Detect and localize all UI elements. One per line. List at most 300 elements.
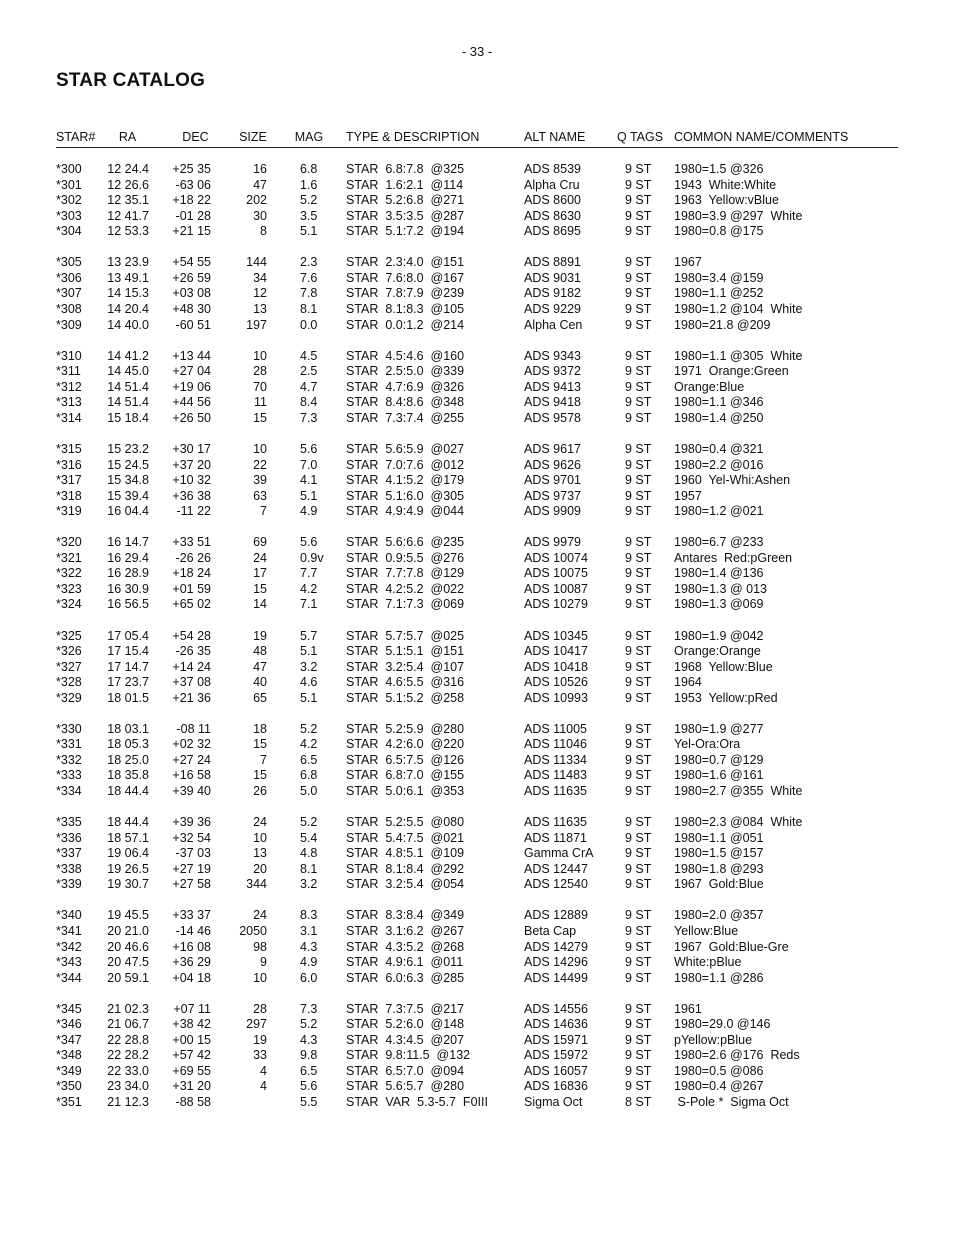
ra-value: 13 23.9 <box>107 255 149 270</box>
type-description: STAR 7.3:7.5 @217 <box>346 1001 465 1016</box>
alt-name: ADS 11871 <box>524 830 588 845</box>
size-value: 15 <box>253 737 267 752</box>
q-tags: 9 ST <box>625 224 652 239</box>
q-tags: 9 ST <box>625 784 652 798</box>
q-tags: 9 ST <box>625 815 652 830</box>
size-value: 22 <box>253 457 267 472</box>
ra-value: 12 53.3 <box>107 224 149 239</box>
size-value: 69 <box>253 535 267 550</box>
size-value: 70 <box>253 379 267 394</box>
size-value: 17 <box>253 566 267 581</box>
size-value: 34 <box>253 270 267 285</box>
alt-name: ADS 9909 <box>524 504 581 519</box>
mag-value: 5.6 <box>300 535 318 550</box>
size-value: 8 <box>260 224 267 239</box>
type-description: STAR 5.4:7.5 @021 <box>346 830 465 845</box>
star-number: *347 <box>56 1032 82 1047</box>
star-number: *342 <box>56 939 82 954</box>
star-number: *349 <box>56 1063 82 1078</box>
type-description: STAR 8.1:8.4 @292 <box>346 861 465 876</box>
dec-value: +57 42 <box>172 1048 211 1063</box>
alt-name: ADS 10087 <box>524 581 588 596</box>
star-number: *308 <box>56 302 82 316</box>
dec-value: +65 02 <box>172 597 211 612</box>
q-tags: 9 ST <box>625 286 652 301</box>
star-number: *321 <box>56 550 82 565</box>
star-number: *334 <box>56 784 82 798</box>
alt-name: ADS 11635 <box>524 815 588 830</box>
size-value: 28 <box>253 364 267 379</box>
alt-name: ADS 8539 <box>524 162 581 176</box>
q-tags: 9 ST <box>625 177 652 192</box>
common-name: 1967 Gold:Blue <box>674 877 764 892</box>
size-value: 144 <box>246 255 267 270</box>
common-name: 1980=1.4 @136 <box>674 566 764 581</box>
type-description: STAR 3.2:5.4 @107 <box>346 659 465 674</box>
alt-name: ADS 8695 <box>524 224 581 239</box>
alt-name: ADS 10993 <box>524 690 588 705</box>
type-description: STAR 4.9:6.1 @011 <box>346 955 464 969</box>
common-name: 1980=1.8 @293 <box>674 861 764 876</box>
alt-name: ADS 12447 <box>524 861 588 876</box>
type-description: STAR 5.6:5.7 @280 <box>346 1079 465 1094</box>
alt-name: ADS 9372 <box>524 364 581 379</box>
size-value: 7 <box>260 504 267 519</box>
ra-value: 13 49.1 <box>107 270 149 285</box>
q-tags: 9 ST <box>625 535 652 550</box>
star-number: *327 <box>56 659 82 674</box>
common-name: 1980=1.3 @ 013 <box>674 581 767 596</box>
size-value: 4 <box>260 1063 267 1078</box>
mag-value: 9.8 <box>300 1048 318 1063</box>
star-number: *307 <box>56 286 82 301</box>
type-description: STAR 6.5:7.0 @094 <box>346 1063 465 1078</box>
alt-name: ADS 9701 <box>524 473 581 487</box>
common-name: 1967 Gold:Blue-Gre <box>674 939 789 954</box>
type-description: STAR 5.1:6.0 @305 <box>346 488 465 503</box>
dec-value: +25 35 <box>172 162 211 176</box>
header-ra: RA <box>118 130 137 144</box>
type-description: STAR 3.2:5.4 @054 <box>346 877 465 892</box>
dec-value: -08 11 <box>176 721 211 736</box>
size-value: 4 <box>260 1079 267 1094</box>
ra-value: 22 28.2 <box>107 1048 149 1063</box>
common-name: 1963 Yellow:vBlue <box>674 193 779 208</box>
type-description: STAR 7.0:7.6 @012 <box>346 457 465 472</box>
q-tags: 9 ST <box>625 939 652 954</box>
alt-name: ADS 9737 <box>524 488 581 503</box>
alt-name: ADS 9979 <box>524 535 581 550</box>
q-tags: 9 ST <box>625 504 652 519</box>
mag-value: 3.2 <box>300 877 318 892</box>
q-tags: 9 ST <box>625 737 652 752</box>
q-tags: 8 ST <box>625 1095 652 1109</box>
mag-value: 1.6 <box>300 177 318 192</box>
type-description: STAR 7.6:8.0 @167 <box>346 270 465 285</box>
type-description: STAR 4.7:6.9 @326 <box>346 379 465 394</box>
q-tags: 9 ST <box>625 955 652 969</box>
star-number: *320 <box>56 535 82 550</box>
ra-value: 15 34.8 <box>107 473 149 487</box>
alt-name: ADS 10279 <box>524 597 588 612</box>
dec-value: +37 20 <box>172 457 211 472</box>
size-value: 24 <box>253 815 267 830</box>
size-value: 28 <box>253 1001 267 1016</box>
ra-value: 16 28.9 <box>107 566 149 581</box>
alt-name: ADS 14279 <box>524 939 588 954</box>
common-name: 1980=1.4 @250 <box>674 410 764 425</box>
star-number: *301 <box>56 177 82 192</box>
ra-value: 16 04.4 <box>107 504 149 519</box>
ra-value: 18 44.4 <box>107 815 149 830</box>
page-number: - 33 - <box>461 44 493 59</box>
ra-value: 14 45.0 <box>107 364 149 379</box>
star-number: *315 <box>56 441 82 456</box>
q-tags: 9 ST <box>625 162 652 176</box>
q-tags: 9 ST <box>625 675 652 690</box>
ra-value: 18 57.1 <box>107 830 149 845</box>
dec-value: +18 22 <box>172 193 211 208</box>
ra-value: 17 05.4 <box>107 628 149 643</box>
alt-name: ADS 12540 <box>524 877 588 892</box>
size-value: 33 <box>253 1048 267 1063</box>
ra-value: 15 24.5 <box>107 457 149 472</box>
star-number: *344 <box>56 970 82 985</box>
star-number: *333 <box>56 768 82 783</box>
mag-value: 4.2 <box>300 581 318 596</box>
star-number: *302 <box>56 193 82 208</box>
dec-value: +27 58 <box>172 877 211 892</box>
dec-value: -88 58 <box>175 1095 211 1109</box>
size-value: 344 <box>246 877 267 892</box>
dec-value: +21 36 <box>172 690 211 705</box>
q-tags: 9 ST <box>625 550 652 565</box>
size-value: 19 <box>253 1032 267 1047</box>
ra-value: 20 47.5 <box>107 955 149 969</box>
ra-value: 21 06.7 <box>107 1017 149 1032</box>
alt-name: ADS 12889 <box>524 908 588 923</box>
star-number: *330 <box>56 721 82 736</box>
star-number: *338 <box>56 861 82 876</box>
star-number: *325 <box>56 628 82 643</box>
dec-value: +19 06 <box>172 379 211 394</box>
size-value: 30 <box>253 208 267 223</box>
size-value: 13 <box>253 846 267 861</box>
mag-value: 2.3 <box>300 255 318 270</box>
q-tags: 9 ST <box>625 208 652 223</box>
common-name: Orange:Orange <box>674 644 761 658</box>
mag-value: 6.0 <box>300 970 318 985</box>
q-tags: 9 ST <box>625 193 652 208</box>
size-value: 47 <box>253 177 267 192</box>
alt-name: ADS 9617 <box>524 441 581 456</box>
size-value: 9 <box>260 955 267 969</box>
star-number: *340 <box>56 908 82 923</box>
mag-value: 8.3 <box>300 908 318 923</box>
type-description: STAR 3.1:6.2 @267 <box>346 923 465 938</box>
dec-value: -26 26 <box>175 550 211 565</box>
size-value: 10 <box>253 348 267 363</box>
type-description: STAR 7.3:7.4 @255 <box>346 410 465 425</box>
mag-value: 5.1 <box>300 644 318 658</box>
mag-value: 7.6 <box>300 270 318 285</box>
type-description: STAR 1.6:2.1 @114 <box>346 177 464 192</box>
ra-value: 21 12.3 <box>107 1095 149 1109</box>
ra-value: 20 46.6 <box>107 939 149 954</box>
mag-value: 7.3 <box>300 1001 318 1016</box>
dec-value: +04 18 <box>172 970 211 985</box>
common-name: 1980=2.3 @084 White <box>674 815 803 830</box>
header-type: TYPE & DESCRIPTION <box>346 130 480 144</box>
mag-value: 5.2 <box>300 721 318 736</box>
common-name: Yellow:Blue <box>674 923 739 938</box>
alt-name: ADS 9578 <box>524 410 581 425</box>
type-description: STAR 5.0:6.1 @353 <box>346 784 465 798</box>
mag-value: 4.1 <box>300 473 318 487</box>
q-tags: 9 ST <box>625 441 652 456</box>
star-number: *305 <box>56 255 82 270</box>
star-number: *313 <box>56 395 82 410</box>
ra-value: 12 26.6 <box>107 177 149 192</box>
star-number: *343 <box>56 955 82 969</box>
common-name: 1980=3.4 @159 <box>674 270 764 285</box>
q-tags: 9 ST <box>625 597 652 612</box>
dec-value: +27 04 <box>172 364 211 379</box>
type-description: STAR 4.2:5.2 @022 <box>346 581 465 596</box>
dec-value: +01 59 <box>172 581 211 596</box>
size-value: 98 <box>253 939 267 954</box>
star-number: *314 <box>56 410 82 425</box>
star-number: *312 <box>56 379 82 394</box>
dec-value: -60 51 <box>175 317 211 332</box>
size-value: 11 <box>254 395 267 410</box>
type-description: STAR 8.4:8.6 @348 <box>346 395 465 410</box>
mag-value: 8.1 <box>300 861 318 876</box>
q-tags: 9 ST <box>625 566 652 581</box>
ra-value: 19 30.7 <box>107 877 149 892</box>
dec-value: +32 54 <box>172 830 211 845</box>
dec-value: +30 17 <box>172 441 211 456</box>
common-name: 1980=29.0 @146 <box>674 1017 771 1032</box>
mag-value: 8.1 <box>300 302 318 316</box>
star-number: *300 <box>56 162 82 176</box>
dec-value: +37 08 <box>172 675 211 690</box>
dec-value: +33 37 <box>172 908 211 923</box>
mag-value: 7.3 <box>300 410 318 425</box>
mag-value: 5.1 <box>300 224 318 239</box>
size-value: 10 <box>253 970 267 985</box>
q-tags: 9 ST <box>625 861 652 876</box>
common-name: 1980=0.8 @175 <box>674 224 764 239</box>
mag-value: 5.0 <box>300 784 318 798</box>
ra-value: 20 21.0 <box>107 923 149 938</box>
mag-value: 0.0 <box>300 317 318 332</box>
alt-name: ADS 11046 <box>524 737 588 752</box>
common-name: 1980=2.0 @357 <box>674 908 764 923</box>
common-name: Orange:Blue <box>674 379 745 394</box>
dec-value: +39 40 <box>172 784 211 798</box>
size-value: 13 <box>253 302 267 316</box>
alt-name: ADS 9413 <box>524 379 581 394</box>
mag-value: 4.9 <box>300 504 318 519</box>
ra-value: 19 06.4 <box>107 846 149 861</box>
q-tags: 9 ST <box>625 364 652 379</box>
mag-value: 5.4 <box>300 830 318 845</box>
size-value: 19 <box>253 628 267 643</box>
type-description: STAR 6.8:7.8 @325 <box>346 162 465 176</box>
alt-name: ADS 15971 <box>524 1032 588 1047</box>
star-number: *332 <box>56 752 82 767</box>
alt-name: ADS 8891 <box>524 255 581 270</box>
ra-value: 12 24.4 <box>107 162 149 176</box>
ra-value: 17 23.7 <box>107 675 149 690</box>
alt-name: ADS 16057 <box>524 1063 588 1078</box>
ra-value: 16 56.5 <box>107 597 149 612</box>
common-name: 1980=2.6 @176 Reds <box>674 1048 800 1063</box>
mag-value: 4.8 <box>300 846 318 861</box>
type-description: STAR 5.6:6.6 @235 <box>346 535 465 550</box>
star-number: *331 <box>56 737 82 752</box>
q-tags: 9 ST <box>625 768 652 783</box>
mag-value: 4.3 <box>300 1032 318 1047</box>
type-description: STAR 8.3:8.4 @349 <box>346 908 465 923</box>
type-description: STAR 5.2:6.0 @148 <box>346 1017 465 1032</box>
common-name: 1980=0.7 @129 <box>674 752 764 767</box>
common-name: Antares Red:pGreen <box>674 550 793 565</box>
type-description: STAR 2.5:5.0 @339 <box>346 364 465 379</box>
type-description: STAR 5.2:5.9 @280 <box>346 721 465 736</box>
common-name: 1980=1.9 @042 <box>674 628 764 643</box>
ra-value: 18 35.8 <box>107 768 149 783</box>
alt-name: ADS 9182 <box>524 286 581 301</box>
dec-value: -26 35 <box>175 644 211 658</box>
type-description: STAR 4.2:6.0 @220 <box>346 737 465 752</box>
common-name: 1971 Orange:Green <box>674 364 789 379</box>
ra-value: 19 45.5 <box>107 908 149 923</box>
q-tags: 9 ST <box>625 317 652 332</box>
common-name: S-Pole * Sigma Oct <box>674 1095 789 1109</box>
alt-name: ADS 11635 <box>524 784 588 798</box>
dec-value: +00 15 <box>172 1032 211 1047</box>
q-tags: 9 ST <box>625 1079 652 1094</box>
size-value: 15 <box>253 581 267 596</box>
dec-value: -01 28 <box>175 208 211 223</box>
mag-value: 3.5 <box>300 208 318 223</box>
mag-value: 5.1 <box>300 488 318 503</box>
ra-value: 18 05.3 <box>107 737 149 752</box>
mag-value: 5.2 <box>300 1017 318 1032</box>
dec-value: +10 32 <box>172 473 211 487</box>
common-name: 1980=6.7 @233 <box>674 535 764 550</box>
size-value: 24 <box>253 550 267 565</box>
star-number: *311 <box>56 364 81 379</box>
dec-value: +07 11 <box>173 1001 211 1016</box>
ra-value: 22 33.0 <box>107 1063 149 1078</box>
ra-value: 14 40.0 <box>107 317 149 332</box>
q-tags: 9 ST <box>625 302 652 316</box>
size-value: 20 <box>253 861 267 876</box>
type-description: STAR 6.0:6.3 @285 <box>346 970 465 985</box>
alt-name: Gamma CrA <box>524 846 594 861</box>
dec-value: +16 08 <box>172 939 211 954</box>
type-description: STAR 4.6:5.5 @316 <box>346 675 465 690</box>
size-value: 18 <box>253 721 267 736</box>
mag-value: 8.4 <box>300 395 318 410</box>
alt-name: Beta Cap <box>524 923 577 938</box>
mag-value: 6.5 <box>300 1063 318 1078</box>
star-number: *326 <box>56 644 82 658</box>
header-common-name: COMMON NAME/COMMENTS <box>674 130 849 144</box>
common-name: 1980=1.1 @286 <box>674 970 764 985</box>
dec-value: -11 22 <box>176 504 211 519</box>
type-description: STAR 3.5:3.5 @287 <box>346 208 465 223</box>
q-tags: 9 ST <box>625 457 652 472</box>
ra-value: 12 35.1 <box>107 193 149 208</box>
ra-value: 14 51.4 <box>107 379 149 394</box>
type-description: STAR 2.3:4.0 @151 <box>346 255 465 270</box>
mag-value: 6.5 <box>300 752 318 767</box>
type-description: STAR 4.3:4.5 @207 <box>346 1032 465 1047</box>
common-name: 1980=2.7 @355 White <box>674 784 803 798</box>
q-tags: 9 ST <box>625 908 652 923</box>
common-name: 1968 Yellow:Blue <box>674 659 773 674</box>
dec-value: +54 55 <box>172 255 211 270</box>
common-name: 1980=1.6 @161 <box>674 768 764 783</box>
star-number: *351 <box>56 1095 82 1109</box>
mag-value: 5.1 <box>300 690 318 705</box>
dec-value: +69 55 <box>172 1063 211 1078</box>
star-number: *350 <box>56 1079 82 1094</box>
dec-value: +36 38 <box>172 488 211 503</box>
q-tags: 9 ST <box>625 1048 652 1063</box>
alt-name: ADS 10526 <box>524 675 588 690</box>
star-number: *339 <box>56 877 82 892</box>
alt-name: ADS 9031 <box>524 270 581 285</box>
dec-value: +02 32 <box>172 737 211 752</box>
size-value: 14 <box>253 597 267 612</box>
mag-value: 5.5 <box>300 1095 318 1109</box>
header-dec: DEC <box>182 130 209 144</box>
common-name: 1980=21.8 @209 <box>674 317 771 332</box>
common-name: 1980=1.2 @104 White <box>674 302 803 316</box>
mag-value: 3.2 <box>300 659 318 674</box>
dec-value: +38 42 <box>172 1017 211 1032</box>
common-name: 1980=2.2 @016 <box>674 457 764 472</box>
size-value: 15 <box>253 410 267 425</box>
common-name: 1961 <box>674 1001 702 1016</box>
type-description: STAR 6.8:7.0 @155 <box>346 768 465 783</box>
type-description: STAR 4.3:5.2 @268 <box>346 939 465 954</box>
star-number: *335 <box>56 815 82 830</box>
size-value: 2050 <box>239 923 267 938</box>
alt-name: ADS 9418 <box>524 395 581 410</box>
ra-value: 16 30.9 <box>107 581 149 596</box>
star-number: *324 <box>56 597 82 612</box>
header-star: STAR# <box>56 130 96 144</box>
type-description: STAR 9.8:11.5 @132 <box>346 1048 471 1063</box>
ra-value: 15 18.4 <box>107 410 149 425</box>
ra-value: 20 59.1 <box>107 970 149 985</box>
common-name: 1980=0.4 @267 <box>674 1079 764 1094</box>
q-tags: 9 ST <box>625 690 652 705</box>
ra-value: 14 51.4 <box>107 395 149 410</box>
size-value: 65 <box>253 690 267 705</box>
type-description: STAR 5.2:5.5 @080 <box>346 815 465 830</box>
q-tags: 9 ST <box>625 970 652 985</box>
common-name: 1980=1.1 @252 <box>674 286 764 301</box>
type-description: STAR 5.2:6.8 @271 <box>346 193 465 208</box>
dec-value: -63 06 <box>175 177 211 192</box>
